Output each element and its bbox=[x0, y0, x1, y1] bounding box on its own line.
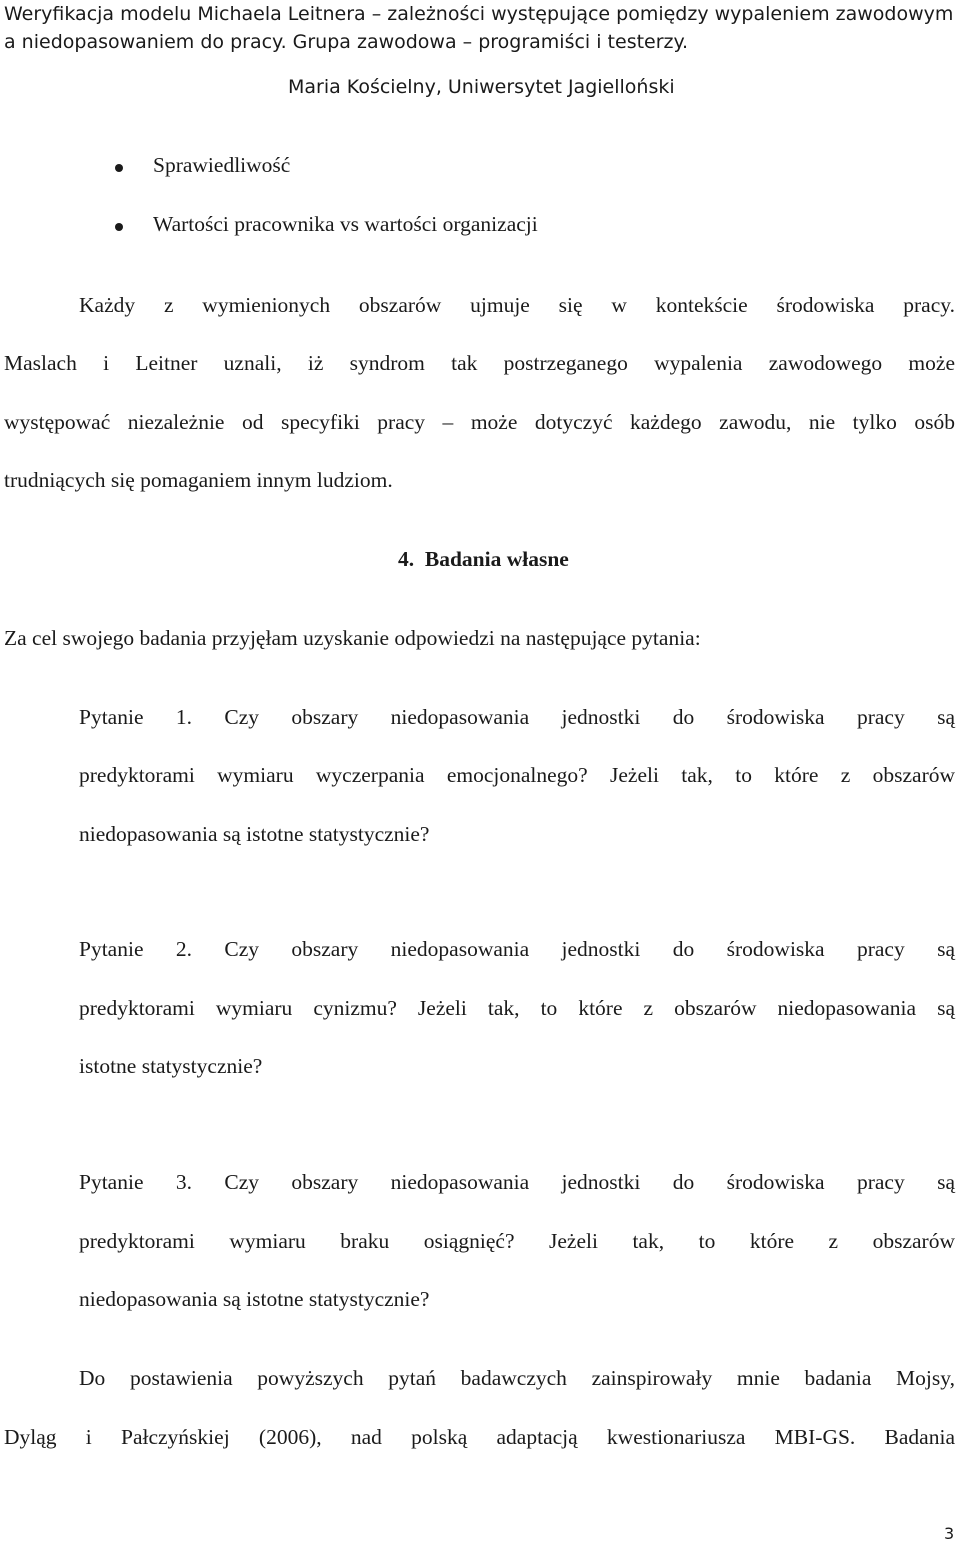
section-heading bbox=[398, 547, 569, 572]
paragraph-line: Maslach i Leitner uznali, iż syndrom tak postrzeganego wypalenia zawodowego może bbox=[4, 351, 955, 375]
question-line: predyktorami wymiaru wyczerpania emocjonalnego? Jeżeli tak, to które z obszarów bbox=[79, 763, 955, 787]
page-number: 3 bbox=[944, 1524, 955, 1543]
question-line: Pytanie 2. Czy obszary niedopasowania jednostki do środowiska pracy są bbox=[79, 937, 955, 961]
bullet-icon bbox=[115, 164, 123, 172]
question-line: Pytanie 3. Czy obszary niedopasowania jednostki do środowiska pracy są bbox=[79, 1170, 955, 1194]
section-number: 4. bbox=[398, 547, 415, 571]
bullet-icon bbox=[115, 223, 123, 231]
section-title: Badania własne bbox=[424, 547, 569, 571]
question-line: predyktorami wymiaru cynizmu? Jeżeli tak, to które z obszarów niedopasowania są bbox=[79, 996, 955, 1020]
research-intro: Za cel swojego badania przyjęłam uzyskanie odpowiedzi na następujące pytania: bbox=[4, 626, 701, 650]
paragraph-line: Każdy z wymienionych obszarów ujmuje się w kontekście środowiska pracy. bbox=[79, 293, 955, 317]
paragraph-line: Do postawienia powyższych pytań badawczych zainspirowały mnie badania Mojsy, bbox=[79, 1366, 955, 1390]
header-title-line-2: a niedopasowaniem do pracy. Grupa zawodowa – programiści i testerzy. bbox=[4, 31, 689, 53]
paragraph-line: występować niezależnie od specyfiki pracy – może dotyczyć każdego zawodu, nie tylko osób bbox=[4, 410, 955, 434]
question-line: niedopasowania są istotne statystycznie? bbox=[79, 822, 430, 846]
header-author: Maria Kościelny, Uniwersytet Jagielloński bbox=[288, 76, 675, 98]
question-line: Pytanie 1. Czy obszary niedopasowania jednostki do środowiska pracy są bbox=[79, 705, 955, 729]
question-line: istotne statystycznie? bbox=[79, 1054, 263, 1078]
paragraph-line: trudniących się pomaganiem innym ludziom. bbox=[4, 468, 393, 492]
bullet-item-wartosci: Wartości pracownika vs wartości organizacji bbox=[153, 212, 538, 236]
header-title-line-1: Weryfikacja modelu Michaela Leitnera – zależności występujące pomiędzy wypaleniem zawodowym bbox=[4, 3, 954, 25]
bullet-item-sprawiedliwosc: Sprawiedliwość bbox=[153, 153, 291, 177]
question-line: niedopasowania są istotne statystycznie? bbox=[79, 1287, 430, 1311]
question-line: predyktorami wymiaru braku osiągnięć? Jeżeli tak, to które z obszarów bbox=[79, 1229, 955, 1253]
paragraph-line: Dyląg i Pałczyńskiej (2006), nad polską adaptacją kwestionariusza MBI-GS. Badania bbox=[4, 1425, 955, 1449]
